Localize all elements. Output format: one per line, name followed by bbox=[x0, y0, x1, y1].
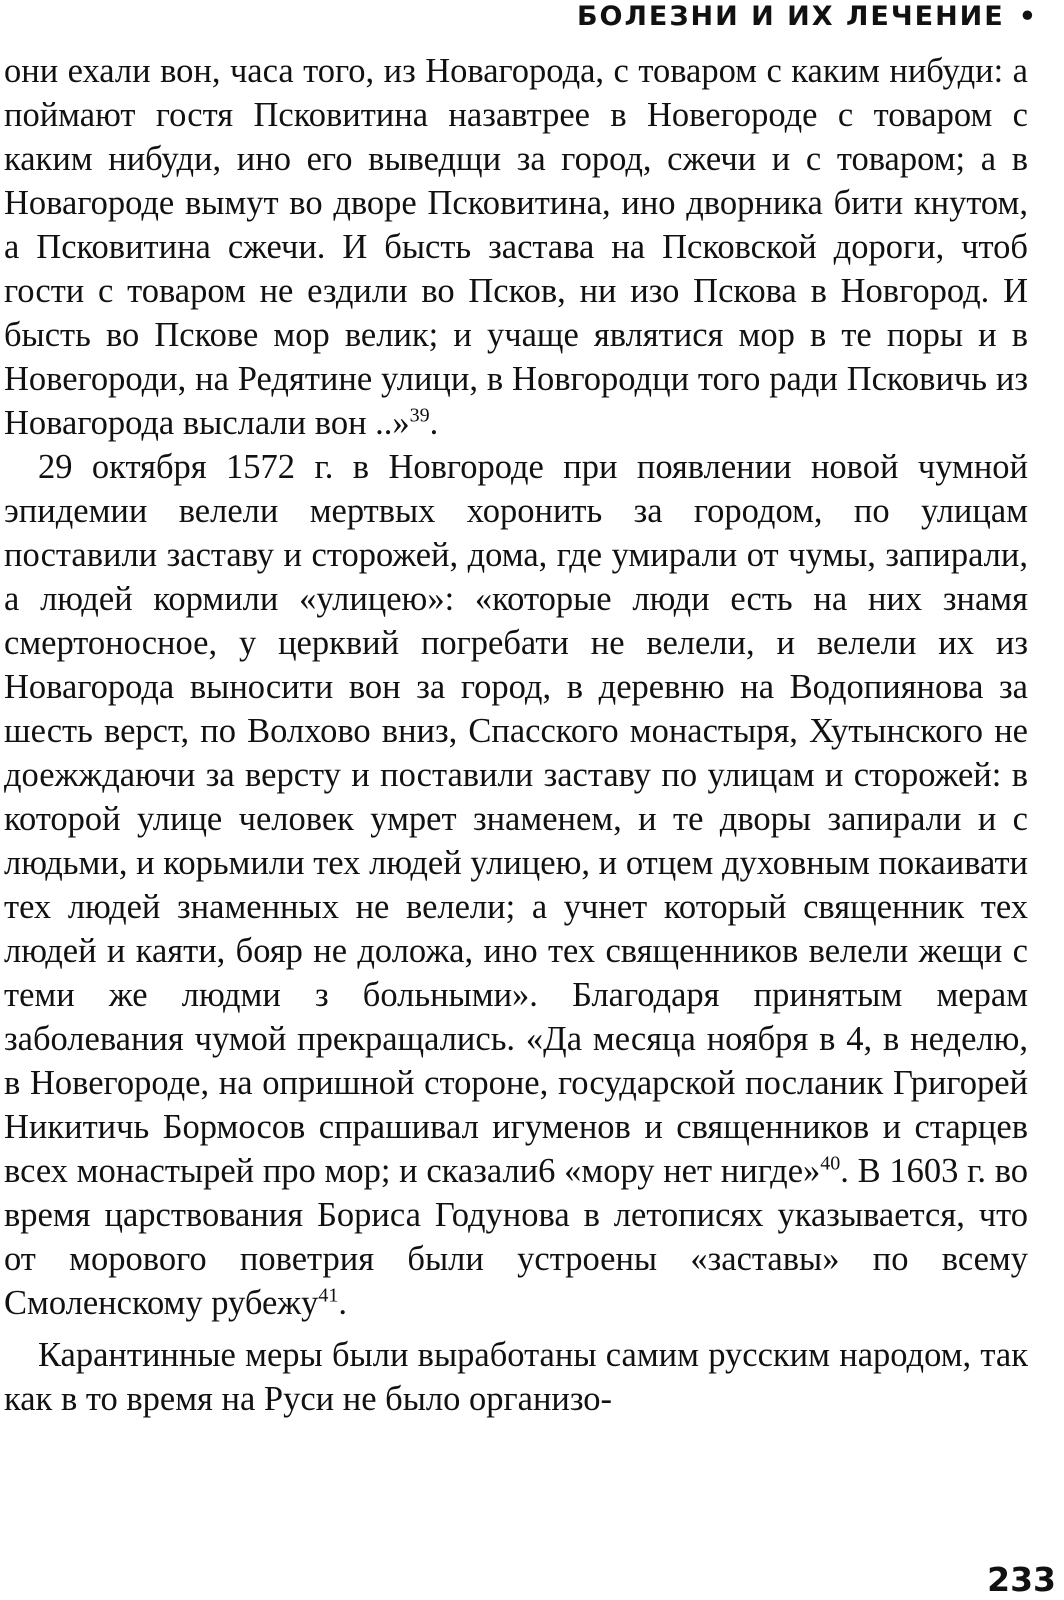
footnote-ref-39: 39 bbox=[409, 404, 430, 427]
paragraph-2-text: 29 октября 1572 г. в Новгороде при появлении новой чумной эпидемии велели мертвых хоронить за городом, по улицам поставили заставу и сторожей, дома, где умирали от чумы, запирали, а людей кормили «улицею»: «которые люди есть на них знамя смертоносное, у церквий погребати не велели, и велели их из Новагорода выносити вон за город, в деревню на Водопиянова за шесть верст, по Волхово вниз, Спасского монастыря, Хутынского не доежждаючи за версту и поставили заставу по улицам и сторожей: в которой улице человек умрет знаменем, и те дворы запирали и с людьми, и корьмили тех людей улицею, и отцем духовным покаивати тех людей знаменных не велели; а учнет который священник тех людей и каяти, бояр не доложа, ино тех священников велели жещи с теми же людми з больными». Благодаря принятым мерам заболевания чумой прекращались. «Да месяца ноября в 4, в неделю, в Новегороде, на опришной стороне, государской посланик Григорей Никитичь Бормосов спрашивал игуменов и священников и старцев всех монастырей про мор; и сказали6 «мору нет нигде» bbox=[4, 448, 1028, 1190]
body-text bbox=[4, 49, 1028, 1421]
paragraph-3-text: Карантинные меры были выработаны самим русским народом, так как в то время на Руси не было организо- bbox=[4, 1336, 1028, 1418]
running-head bbox=[577, 0, 1038, 34]
page-number: 233 bbox=[987, 1560, 1056, 1599]
paragraph-1-end: . bbox=[429, 404, 439, 442]
paragraph-2-continuation: . В 1603 г. во время царствования Бориса Годунова в летописях указывается, что от морового поветрия были устроены «заставы» по всему Смоленскому рубежу bbox=[4, 1152, 1029, 1322]
footnote-ref-41: 41 bbox=[318, 1284, 339, 1307]
running-title: БОЛЕЗНИ И ИХ ЛЕЧЕНИЕ bbox=[576, 1, 1005, 32]
paragraph-2-end: . bbox=[338, 1284, 347, 1322]
running-head-bullet: • bbox=[1018, 1, 1038, 32]
paragraph-1 bbox=[4, 49, 1028, 445]
footnote-ref-40: 40 bbox=[820, 1152, 841, 1175]
paragraph-3 bbox=[4, 1333, 1028, 1421]
paragraph-2 bbox=[4, 445, 1028, 1325]
paragraph-1-text: они ехали вон, часа того, из Новагорода, с товаром с каким нибуди: а поймают гостя Псковитина назавтрее в Новегороде с товаром с каким нибуди, ино его выведщи за город, сжечи и с товаром; а в Новагороде вымут во дворе Псковитина, ино дворника бити кнутом, а Псковитина сжечи. И бысть застава на Псковской дороги, чтоб гости с товаром не ездили во Псков, ни изо Пскова в Новгород. И бысть во Пскове мор велик; и учаще являтися мор в те поры и в Новегороди, на Редятине улици, в Новгородци того ради Псковичь из Новагорода выслали вон ..» bbox=[4, 52, 1028, 442]
